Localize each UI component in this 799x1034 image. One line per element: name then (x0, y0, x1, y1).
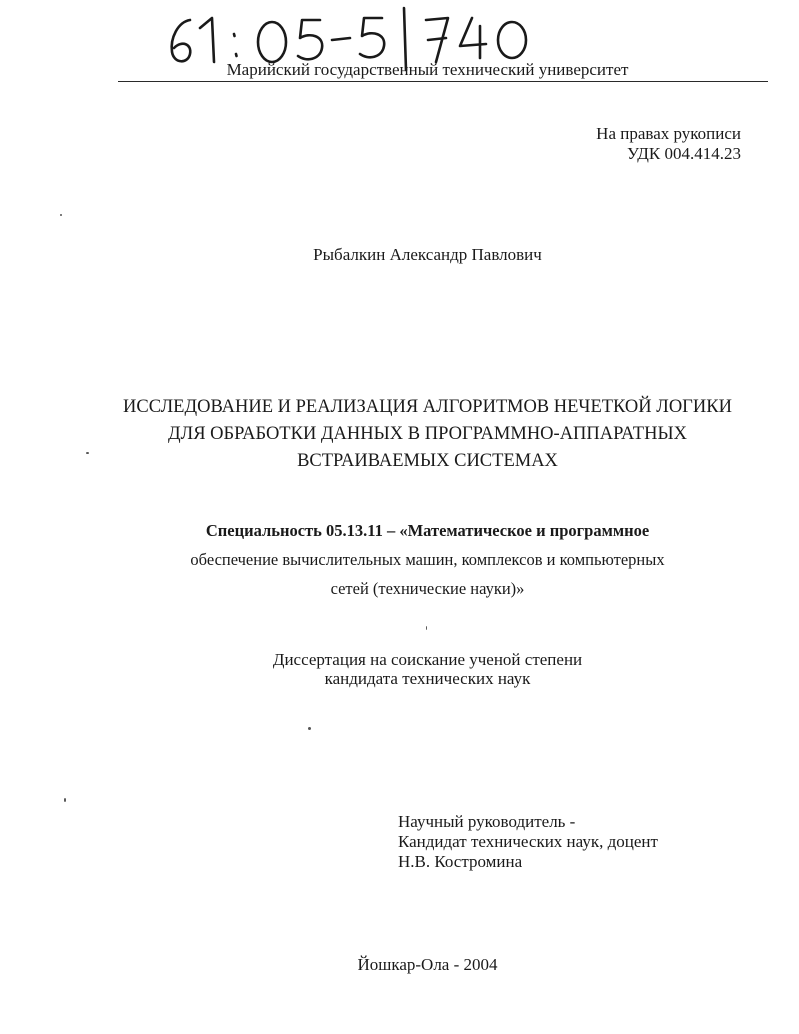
place-and-year: Йошкар-Ола - 2004 (357, 955, 498, 974)
author-name: Рыбалкин Александр Павлович (313, 245, 542, 264)
manuscript-rights: На правах рукописи (596, 124, 741, 143)
specialty-line-2: обеспечение вычислительных машин, комплексов и компьютерных (190, 550, 665, 569)
udc-code: УДК 004.414.23 (626, 144, 741, 163)
degree-line-2: кандидата технических наук (324, 669, 531, 688)
specialty-line-3: сетей (технические науки)» (330, 579, 525, 598)
scan-speck (86, 452, 89, 454)
university-name: Марийский государственный технический университет (226, 60, 629, 79)
advisor-block (398, 812, 658, 872)
advisor-line-2: Кандидат технических наук, доцент (398, 832, 658, 851)
advisor-line-1: Научный руководитель - (398, 812, 576, 831)
degree-line-1: Диссертация на соискание ученой степени (272, 650, 583, 669)
dissertation-title (60, 394, 795, 475)
title-line-3: ВСТРАИВАЕМЫХ СИСТЕМАХ (297, 451, 558, 471)
scan-speck (308, 727, 311, 730)
specialty-block (60, 516, 795, 603)
header-rule (118, 81, 768, 82)
degree-block (60, 650, 795, 688)
scan-speck (60, 214, 62, 216)
advisor-line-3: Н.В. Костромина (398, 852, 523, 871)
scan-speck (64, 798, 66, 802)
title-line-2: ДЛЯ ОБРАБОТКИ ДАННЫХ В ПРОГРАММНО-АППАРАТНЫХ (168, 424, 687, 444)
title-line-1: ИССЛЕДОВАНИЕ И РЕАЛИЗАЦИЯ АЛГОРИТМОВ НЕЧЕТКОЙ ЛОГИКИ (123, 397, 732, 417)
specialty-line-1: Специальность 05.13.11 – «Математическое и программное (205, 521, 650, 540)
manuscript-block (596, 124, 741, 164)
scan-speck (426, 626, 427, 630)
